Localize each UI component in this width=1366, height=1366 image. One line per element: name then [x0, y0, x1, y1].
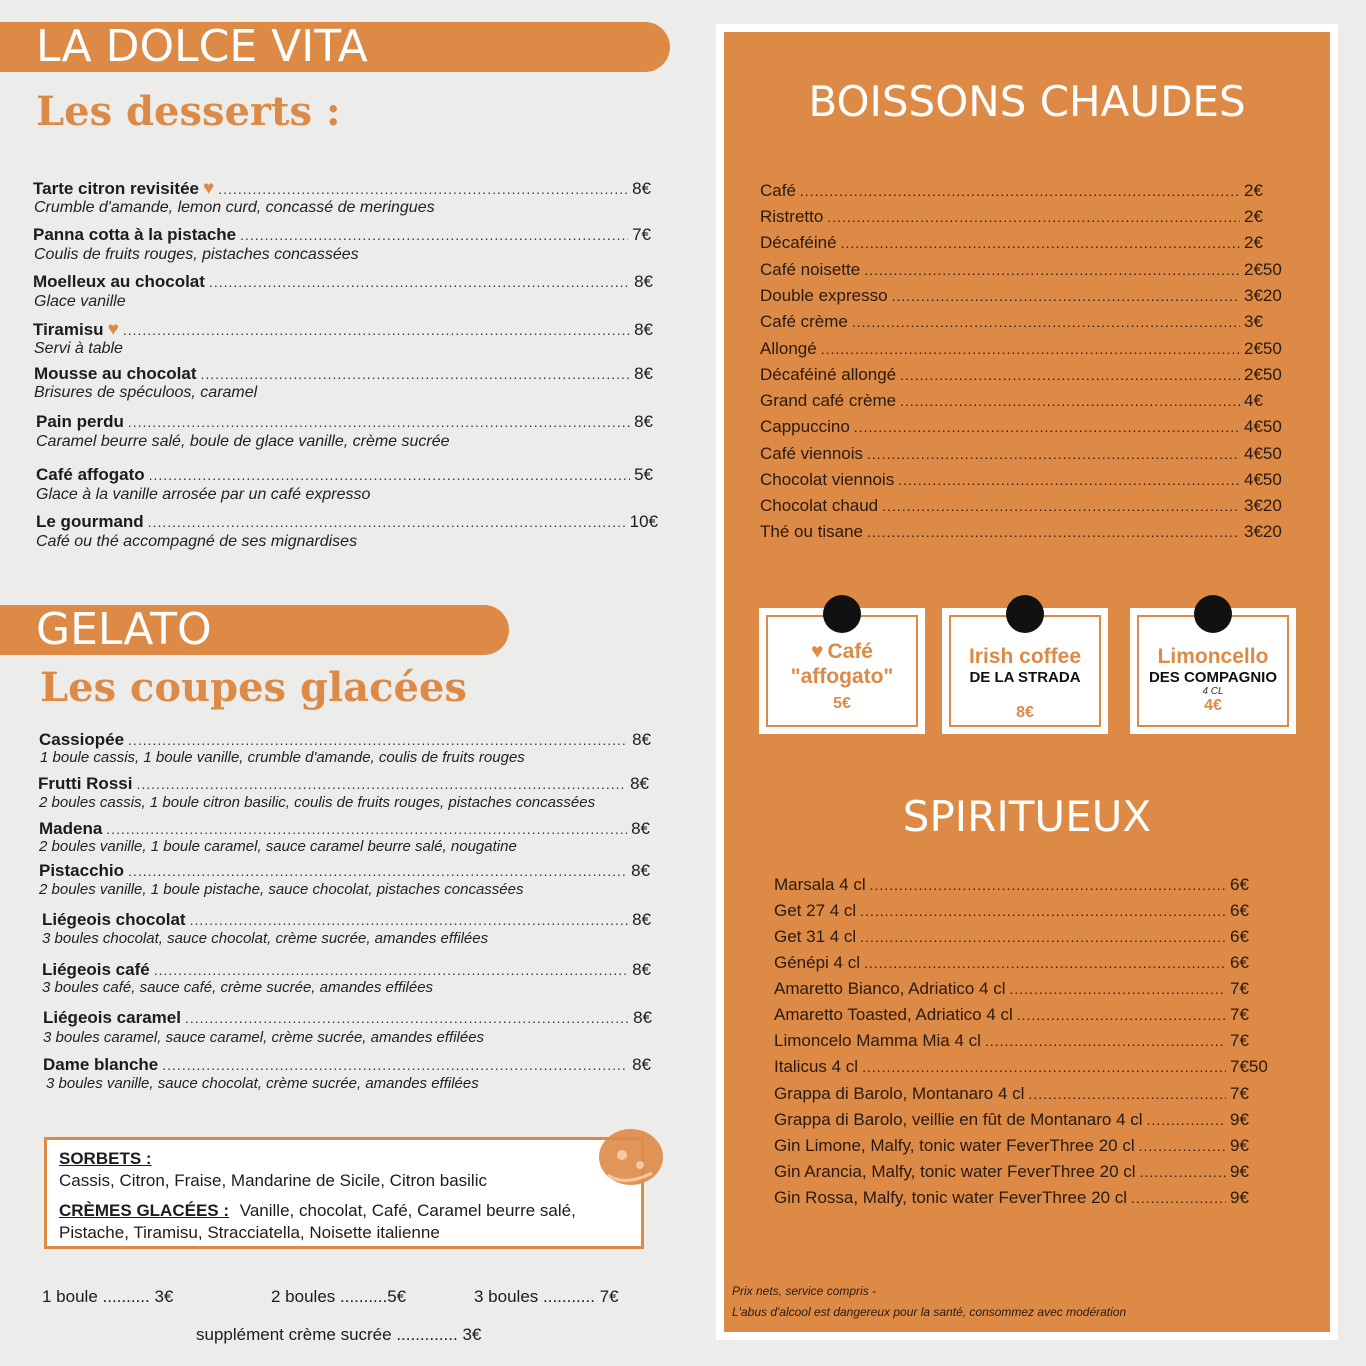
card-title: Irish coffee — [968, 645, 1082, 668]
spirit-row — [774, 1005, 1274, 1025]
dessert-price: 5€ — [634, 465, 653, 484]
spirit-price: 7€ — [1230, 1084, 1249, 1103]
spirit-row — [774, 927, 1274, 947]
supplement: supplément crème sucrée ............. 3€ — [196, 1325, 482, 1344]
spirit-row — [774, 1162, 1274, 1182]
dessert-row — [36, 412, 653, 432]
boisson-name: Café noisette — [760, 260, 861, 279]
boisson-price: 3€20 — [1244, 496, 1282, 515]
dessert-desc: Glace vanille — [34, 293, 126, 310]
boisson-price: 2€ — [1244, 233, 1263, 252]
boisson-name: Café viennois — [760, 444, 864, 463]
cremes-label: CRÈMES GLACÉES : — [59, 1201, 230, 1220]
boisson-name: Café — [760, 181, 796, 200]
coupe-name: Cassiopée — [39, 730, 125, 749]
dessert-price: 8€ — [634, 364, 653, 383]
dessert-desc: Caramel beurre salé, boule de glace vanille, crème sucrée — [36, 433, 450, 450]
dessert-name: Moelleux au chocolat — [33, 272, 205, 291]
dessert-desc: Brisures de spéculoos, caramel — [34, 384, 258, 401]
boissons-title: BOISSONS CHAUDES — [808, 77, 1246, 126]
heart-icon: ♥ — [202, 178, 215, 199]
coupe-desc: 3 boules caramel, sauce caramel, crème sucrée, amandes effilées — [43, 1029, 485, 1046]
cremes-list-1: Vanille, chocolat, Café, Caramel beurre salé, — [239, 1201, 576, 1220]
special-card — [1130, 608, 1296, 734]
boisson-name: Cappuccino — [760, 417, 850, 436]
spirit-price: 7€50 — [1230, 1057, 1268, 1076]
splash-icon — [594, 1125, 668, 1191]
spirit-price: 9€ — [1230, 1188, 1249, 1207]
boisson-name: Décaféiné allongé — [760, 365, 897, 384]
sorbets-box — [44, 1137, 644, 1249]
spirit-name: Génépi 4 cl — [774, 953, 860, 972]
coupe-name: Frutti Rossi — [38, 774, 133, 793]
boisson-name: Grand café crème — [760, 391, 897, 410]
boisson-name: Thé ou tisane — [760, 522, 864, 541]
boisson-row — [760, 260, 1288, 280]
coupe-price: 8€ — [631, 861, 650, 880]
boisson-price: 3€20 — [1244, 286, 1282, 305]
spiritueux-title: SPIRITUEUX — [902, 792, 1152, 841]
spirit-name: Gin Rossa, Malfy, tonic water FeverThree 20 cl — [774, 1188, 1128, 1207]
dessert-desc: Servi à table — [34, 340, 123, 357]
coupe-price: 8€ — [632, 910, 651, 929]
drinks-panel — [716, 24, 1338, 1340]
spirit-row — [774, 1110, 1274, 1130]
pin-icon — [1006, 595, 1044, 633]
spirit-price: 9€ — [1230, 1110, 1249, 1129]
spirit-name: Get 27 4 cl — [774, 901, 857, 920]
coupe-desc: 2 boules vanille, 1 boule pistache, sauce chocolat, pistaches concassées — [39, 881, 524, 898]
dessert-price: 8€ — [634, 412, 653, 431]
card-price: 8€ — [1016, 704, 1034, 721]
special-card — [942, 608, 1108, 734]
boisson-name: Ristretto — [760, 207, 824, 226]
coupe-desc: 2 boules cassis, 1 boule citron basilic, coulis de fruits rouges, pistaches concassées — [39, 794, 596, 811]
coupe-name: Liégeois caramel — [43, 1008, 181, 1027]
spirit-name: Get 31 4 cl — [774, 927, 857, 946]
coupe-price: 8€ — [633, 1008, 652, 1027]
sorbets-list: Cassis, Citron, Fraise, Mandarine de Sicile, Citron basilic — [59, 1171, 487, 1190]
spirit-name: Gin Arancia, Malfy, tonic water FeverThree 20 cl — [774, 1162, 1136, 1181]
coupe-desc: 1 boule cassis, 1 boule vanille, crumble d'amande, coulis de fruits rouges — [40, 749, 525, 766]
spirit-name: Marsala 4 cl — [774, 875, 866, 894]
boisson-row — [760, 286, 1288, 306]
card-note: 4 CL — [1202, 686, 1224, 697]
spirit-name: Amaretto Bianco, Adriatico 4 cl — [774, 979, 1006, 998]
coupe-price: 8€ — [630, 774, 649, 793]
coupe-price: 8€ — [632, 1055, 651, 1074]
boisson-price: 4€50 — [1244, 444, 1282, 463]
boisson-row — [760, 233, 1288, 253]
spirit-row — [774, 1188, 1274, 1208]
boisson-price: 2€50 — [1244, 260, 1282, 279]
boisson-price: 4€50 — [1244, 417, 1282, 436]
gelato-banner: GELATO — [0, 605, 509, 655]
spirit-row — [774, 1031, 1274, 1051]
boisson-name: Double expresso — [760, 286, 888, 305]
coupe-desc: 3 boules chocolat, sauce chocolat, crème sucrée, amandes effilées — [42, 930, 489, 947]
coupe-row — [38, 774, 649, 794]
coupe-desc: 3 boules vanille, sauce chocolat, crème sucrée, amandes effilées — [46, 1075, 479, 1092]
dessert-price: 8€ — [632, 179, 651, 198]
card-price: 5€ — [833, 695, 851, 712]
dessert-row — [33, 272, 653, 292]
boisson-row — [760, 417, 1288, 437]
boisson-row — [760, 470, 1288, 490]
coupe-row — [42, 910, 651, 930]
spirit-price: 6€ — [1230, 901, 1249, 920]
coupe-name: Pistacchio — [39, 861, 125, 880]
dessert-desc: Crumble d'amande, lemon curd, concassé de meringues — [34, 199, 435, 216]
spirit-name: Limoncelo Mamma Mia 4 cl — [774, 1031, 981, 1050]
footnote-prices: Prix nets, service compris - — [732, 1284, 877, 1298]
pin-icon — [1194, 595, 1232, 633]
cremes-list-2: Pistache, Tiramisu, Stracciatella, Noisette italienne — [59, 1223, 440, 1242]
coupe-price: 8€ — [631, 819, 650, 838]
boisson-row — [760, 522, 1288, 542]
price-two-scoops: 2 boules ..........5€ — [271, 1287, 407, 1306]
heart-icon: ♥ — [811, 640, 824, 663]
desserts-title: Les desserts : — [36, 88, 341, 135]
brand-banner: LA DOLCE VITA — [0, 22, 670, 72]
coupe-row — [39, 730, 651, 750]
coupe-row — [43, 1008, 652, 1028]
boisson-row — [760, 391, 1288, 411]
card-title: Café — [827, 640, 873, 663]
coupe-name: Liégeois chocolat — [42, 910, 186, 929]
spirit-price: 6€ — [1230, 927, 1249, 946]
dessert-name: Mousse au chocolat — [34, 364, 197, 383]
dessert-row — [36, 512, 658, 532]
spirit-row — [774, 979, 1274, 999]
spirit-row — [774, 1084, 1274, 1104]
spirit-price: 6€ — [1230, 875, 1249, 894]
boisson-row — [760, 444, 1288, 464]
coupe-desc: 3 boules café, sauce café, crème sucrée, amandes effilées — [42, 979, 434, 996]
dessert-name: Le gourmand — [36, 512, 144, 531]
boisson-row — [760, 207, 1288, 227]
spirit-price: 9€ — [1230, 1162, 1249, 1181]
boisson-row — [760, 365, 1288, 385]
card-subtitle: DES COMPAGNIO — [1148, 669, 1278, 686]
boisson-name: Décaféiné — [760, 233, 837, 252]
coupe-price: 8€ — [632, 730, 651, 749]
spirit-row — [774, 1057, 1274, 1077]
dessert-name: Tarte citron revisitée — [33, 179, 199, 198]
pin-icon — [823, 595, 861, 633]
boisson-row — [760, 496, 1288, 516]
price-three-scoops: 3 boules ........... 7€ — [474, 1287, 619, 1306]
card-title-2: "affogato" — [790, 665, 894, 688]
heart-icon: ♥ — [107, 319, 119, 340]
coupe-row — [39, 861, 650, 881]
dessert-desc: Coulis de fruits rouges, pistaches concassées — [34, 246, 359, 263]
coupe-row — [42, 960, 651, 980]
spirit-price: 9€ — [1230, 1136, 1249, 1155]
coupe-desc: 2 boules vanille, 1 boule caramel, sauce caramel beurre salé, nougatine — [39, 838, 517, 855]
boisson-name: Café crème — [760, 312, 848, 331]
dessert-row — [33, 225, 651, 245]
boisson-price: 4€ — [1244, 391, 1263, 410]
card-title: Limoncello — [1157, 645, 1269, 668]
coupe-row — [43, 1055, 651, 1075]
spirit-name: Grappa di Barolo, veillie en fût de Montanaro 4 cl — [774, 1110, 1143, 1129]
coupe-row — [39, 819, 650, 839]
boisson-price: 4€50 — [1244, 470, 1282, 489]
dessert-price: 10€ — [629, 512, 658, 531]
gelato-title: Les coupes glacées — [40, 664, 467, 711]
boisson-row — [760, 312, 1288, 332]
footnote-alcohol: L'abus d'alcool est dangereux pour la santé, consommez avec modération — [732, 1305, 1127, 1319]
spirit-price: 7€ — [1230, 1005, 1249, 1024]
dessert-name: Panna cotta à la pistache — [33, 225, 237, 244]
card-subtitle: DE LA STRADA — [969, 669, 1081, 686]
dessert-row — [33, 178, 651, 200]
sorbets-label: SORBETS : — [59, 1149, 152, 1168]
boisson-price: 2€ — [1244, 207, 1263, 226]
dessert-row — [34, 364, 653, 384]
dessert-name: Café affogato — [36, 465, 145, 484]
boisson-name: Allongé — [760, 339, 817, 358]
card-price: 4€ — [1204, 697, 1222, 714]
spirit-row — [774, 1136, 1274, 1156]
spirit-row — [774, 953, 1274, 973]
spirit-row — [774, 901, 1274, 921]
dessert-name: Tiramisu — [33, 320, 104, 339]
spirit-price: 6€ — [1230, 953, 1249, 972]
dessert-price: 7€ — [632, 225, 651, 244]
coupe-name: Madena — [39, 819, 103, 838]
boisson-name: Chocolat viennois — [760, 470, 895, 489]
spirit-name: Gin Limone, Malfy, tonic water FeverThree 20 cl — [774, 1136, 1135, 1155]
special-card — [759, 608, 925, 734]
boisson-name: Chocolat chaud — [760, 496, 879, 515]
spirit-name: Italicus 4 cl — [774, 1057, 859, 1076]
price-one-scoop: 1 boule .......... 3€ — [42, 1287, 174, 1306]
dessert-desc: Café ou thé accompagné de ses mignardises — [36, 533, 358, 550]
boisson-price: 3€20 — [1244, 522, 1282, 541]
dessert-row — [33, 319, 653, 341]
boisson-price: 2€50 — [1244, 365, 1282, 384]
coupe-price: 8€ — [632, 960, 651, 979]
spirit-row — [774, 875, 1274, 895]
dessert-row — [36, 465, 653, 485]
coupe-name: Liégeois café — [42, 960, 150, 979]
dessert-desc: Glace à la vanille arrosée par un café expresso — [36, 486, 371, 503]
dessert-name: Pain perdu — [36, 412, 124, 431]
spirit-name: Amaretto Toasted, Adriatico 4 cl — [774, 1005, 1013, 1024]
spirit-price: 7€ — [1230, 1031, 1249, 1050]
spirit-price: 7€ — [1230, 979, 1249, 998]
boisson-row — [760, 181, 1288, 201]
spirit-name: Grappa di Barolo, Montanaro 4 cl — [774, 1084, 1025, 1103]
dessert-price: 8€ — [634, 272, 653, 291]
dessert-price: 8€ — [634, 320, 653, 339]
boisson-price: 2€ — [1244, 181, 1263, 200]
boisson-price: 3€ — [1244, 312, 1263, 331]
coupe-name: Dame blanche — [43, 1055, 159, 1074]
boisson-price: 2€50 — [1244, 339, 1282, 358]
boisson-row — [760, 339, 1288, 359]
